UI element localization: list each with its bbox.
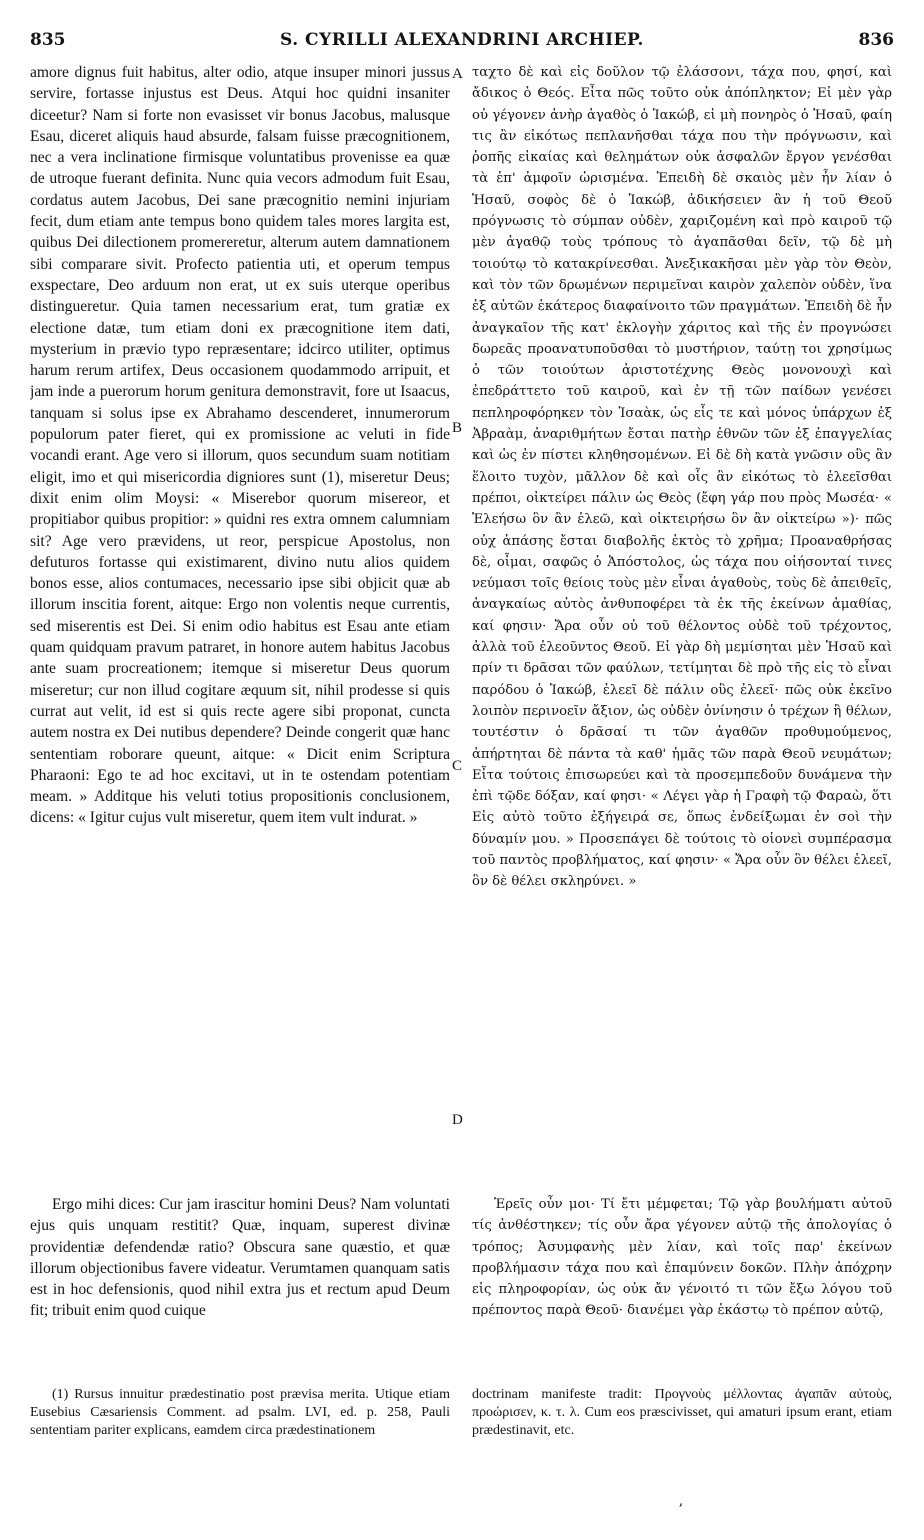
footnote-right-text: doctrinam manifeste tradit: Προγνοὺς μέλλοντας ἀγαπᾶν αὐτοὺς, προώρισεν, κ. τ. λ. Cum eos præscivisset, qui amaturi ipsum erant, etiam prædestinavit, etc. — [472, 1387, 892, 1438]
page-header — [30, 30, 894, 58]
greek-paragraph: ταχτο δὲ καὶ εἰς δοῦλον τῷ ἐλάσσονι, τάχα που, φησί, καὶ ἄδικος ὁ Θεός. Εἶτα πῶς τοῦτο οὐκ ἀπόπληκτον; Εἰ μὲν γὰρ οὐ γέγονεν ἀνὴρ ἀγαθὸς ὁ Ἰακώβ, εἰ μὴ πονηρὸς ὁ Ἡσαῦ, φαίη τις ἂν εἰκότως πεπλανῆσθαι τάχα που τὴν πρόγνωσιν, καὶ ῥοπῆς εἰκαίας καὶ θελημάτων οὐκ ἀσφαλῶν ἔργον γενέσθαι τὰ ἐπ' ἀμφοῖν ὡρισμένα. Ἐπειδὴ δὲ σκαιὸς μὲν ἦν λίαν ὁ Ἡσαῦ, σοφὸς δὲ ὁ Ἰακώβ, ἀδικήσειεν ἂν ἡ τοῦ Θεοῦ πρόγνωσις τὸ σύμπαν οὐδὲν, χαριζομένη καὶ πρὸ καιροῦ τῷ μὲν ἀγαθῷ τοὺς τρόπους τὸ ἀγαπᾶσθαι δεῖν, τῷ δὲ μὴ τοιούτῳ τὸ κατακρίνεσθαι. Ἀνεξικακῆσαι μὲν γὰρ τὸν Θεὸν, καὶ τὸν τῶν δρωμένων περιμεῖναι καιρὸν χαλεπὸν οὐδὲν, ἵνα ἐξ αὐτῶν ἑκάτερος διαφαίνοιτο τῶν πραγμάτων. Ἐπειδὴ δὲ ἦν ἀναγκαῖον τῆς κατ' ἐκλογὴν χάριτος καὶ τῆς ἐν προγνώσει δωρεᾶς προανατυποῦσθαι τὸ μυστήριον, ταύτῃ τοι χρησίμως ὁ τῶν τοιούτων ἀριστοτέχνης Θεὸς μονονουχὶ καὶ ἐπεδράττετο τοῦ καιροῦ, καὶ ἐν τῇ τῶν παίδων γενέσει πεπληροφόρηκεν τὸν Ἰσαὰκ, ὡς εἷς τε καὶ μόνος ὑπάρχων ἐξ Ἀβραὰμ, ἀναριθμήτων ἔσται πατὴρ ἐθνῶν τῶν ἐξ ἐπαγγελίας καὶ ὡς ἐν πίστει κληθησομένων. Εἰ δὲ δὴ κατὰ γνῶσιν οὓς ἂν ἕλοιτο τυχὸν, μᾶλλον δὲ καὶ οἷς ἂν εἰκότως τὸ ἐλεεῖσθαι πρέποι, οἰκτείρει πάλιν ὡς Θεὸς (ἔφη γάρ που πρὸς Μωσέα· « Ἐλεήσω ὃν ἂν ἐλεῶ, καὶ οἰκτειρήσω ὃν ἂν οἰκτείρω »)· πῶς οὐχ ἁπάσης ἔσται διαβολῆς ἐκτὸς τὸ χρῆμα; Προαναθρήσας δὲ, οἶμαι, σαφῶς ὁ Ἀπόστολος, ὡς τάχα που οἰήσονταί τινες νεύμασι τοῖς θείοις τοὺς μὲν εἶναι ἀγαθοὺς, τοὺς δὲ ἀπειθεῖς, ἀναγκαίως αὐτὸς ἀνθυποφέρει τὰ ἐκ τῆς ἐκείνων ἀμαθίας, καί φησιν· Ἄρα οὖν οὐ τοῦ θέλοντος οὐδὲ τοῦ τρέχοντος, ἀλλὰ τοῦ ἐλεοῦντος Θεοῦ. Εἰ γὰρ δὴ μεμίσηται μὲν Ἡσαῦ καὶ πρίν τι δρᾶσαι τῶν φαύλων, τετίμηται δὲ πρὸ τῆς εἰς τὸ εἶναι παρόδου ὁ Ἰακώβ, ἐλεεῖ δὲ πάλιν οὓς ἐλεεῖ· πῶς οὐκ ἐκεῖνο λοιπὸν περινοεῖν ἄξιον, ὡς οὐδὲν ὀνίνησιν ὁ τρέχων ἢ θέλων, τουτέστιν ὁ δρᾶσαί τι τῶν ἀγαθῶν προθυμούμενος, ἀπήρτηται δὲ πάντα τὰ καθ' ἡμᾶς τῶν παρὰ Θεοῦ νευμάτων; Εἶτα τούτοις ἐπισωρεύει καὶ τὰ προσεμπεδοῦν δυνάμενα τὴν ἐπὶ τῷδε δόξαν, καί φησι· « Λέγει γὰρ ἡ Γραφὴ τῷ Φαραὼ, ὅτι Εἰς αὐτὸ τοῦτο ἐξήγειρά σε, ὅπως ἐνδείξωμαι ἐν σοὶ τὴν δύναμίν μου. » Προσεπάγει δὲ τούτοις τὸ οἱονεὶ συμπέρασμα τοῦ παντὸς προβλήματος, καί φησιν· « Ἄρα οὖν ὃν θέλει ἐλεεῖ, ὃν δὲ θέλει σκληρύνει. » — [472, 65, 892, 890]
greek-column-second — [472, 1194, 892, 1376]
latin-paragraph-second: Ergo mihi dices: Cur jam irascitur homini Deus? Nam voluntati ejus quis unquam restitit? Quæ, inquam, superest divinæ providentiæ defendendæ ratio? Obscura sane quæstio, et quæ illorum objectionibus favere videatur. Verumtamen quanquam satis est in hoc defensionis, quod nihil extra jus et rectum apud Deum fit; tribuit enim quod cuique — [30, 1196, 450, 1320]
margin-marker-a: A — [452, 66, 463, 82]
footnote-right — [472, 1386, 892, 1476]
margin-marker-b: B — [452, 420, 463, 436]
greek-paragraph-second: Ἐρεῖς οὖν μοι· Τί ἔτι μέμφεται; Τῷ γὰρ βουλήματι αὐτοῦ τίς ἀνθέστηκεν; τίς οὖν ἄρα γέγονεν αὐτῷ τῆς ἀπολογίας ὁ τρόπος; Ἀσυμφανὴς μὲν λίαν, καὶ τοῖς παρ' ἐκείνων προβλήμασιν τάχα που καὶ ἐπαμύνειν δοκῶν. Πλὴν ἀπόχρην εἰς πληροφορίαν, ὡς οὐκ ἄν γένοιτό τι τῶν ἔξω λόγου τοῦ πρέποντος παρὰ Θεοῦ· διανέμει γὰρ ἑκάστῳ τὸ πρέπον αὐτῷ, — [472, 1197, 892, 1319]
greek-column-main — [472, 62, 892, 1182]
latin-paragraph: amore dignus fuit habitus, alter odio, atque insuper minori jussus servire, fortasse injustus est Deus. Atqui hoc quidni insaniter diceetur? Nam si forte non evasisset vir bonus Jacobus, malusque Esau, diceret aliquis haud absurde, falsam fuisse præcognitionem, nec a vera inclinatione firmisque voluntatibus provenisse ea quæ de utroque fuerant definita. Nunc quia vecors admodum fuit Esau, cordatus autem Jacobus, Dei sane præcognitio nemini injuriam fecit, dum etiam ante tempus bono quidem tales mores largita est, quibus Dei dilectionem promereretur, alterum autem damnationem sibi comparare sivit. Profecto patientia uti, et operum tempus exspectare, Deo arduum non erat, ut ex suis uterque operibus distingueretur. Quia tamen necessarium erat, tum gratiæ ex electione datæ, tum etiam doni ex præcognitione item dati, mysterium in prævio typo repræsentare; idcirco utiliter, optimus harum rerum artifex, Deus occasionem quodammodo arripuit, et jam inde a puerorum horum genitura demonstravit, fore ut Isaacus, tanquam si solus ipse ex Abrahamo descenderet, innumerorum populorum pater fieret, qui ex promissione ac veluti in fide vocandi erant. Age vero si illorum, quos secundum suam notitiam eligit, imo et qui misericordia digniores sunt (1), miseretur Deus; dixit enim olim Moysi: « Miserebor quorum misereor, et propitiabor quibus propitior: » quidni res extra omnem calumniam sit? Age vero prævidens, ut reor, perspicue Apostolus, non defuturos fortasse qui existimarent, divino nutu alios quidem bonos esse, alios contumaces, necessario ipse sibi objicit quæ ab illorum inscitia forent, aitque: Ergo non volentis neque currentis, sed miserentis est Dei. Si enim odio habitus est Esau ante etiam quam quidquam pravum patraret, in honore autem habitus Jacobus ante suam procreationem; itemque si miseretur Deus quorum miseretur; cur non illud cogitare æquum sit, nihil prodesse si quis currat aut velit, id est si quis recte agere sibi proponat, cuncta autem nostra ex Dei nutibus dependere? Deinde congerit quæ hanc sententiam roborare queunt, aitque: « Dicit enim Scriptura Pharaoni: Ego te ad hoc excitavi, ut in te ostendam potentiam meam. » Additque his veluti totius propositionis conclusionem, dicens: « Igitur cujus vult miseretur, quem item vult indurat. » — [30, 64, 450, 827]
margin-marker-c: C — [452, 758, 463, 774]
footnote-left-text: (1) Rursus innuitur prædestinatio post prævisa merita. Utique etiam Eusebius Cæsariensis Comment. ad psalm. LVI, ed. p. 258, Pauli sententiam pariter explicans, eamdem circa prædestinationem — [30, 1387, 450, 1438]
running-title: S. CYRILLI ALEXANDRINI ARCHIEP. — [280, 30, 644, 50]
bottom-mark: ʼ — [678, 1502, 683, 1518]
page-number-right: 836 — [858, 30, 894, 50]
latin-column-main — [30, 62, 450, 1182]
margin-marker-d: D — [452, 1112, 463, 1128]
latin-column-second — [30, 1194, 450, 1376]
footnote-left — [30, 1386, 450, 1476]
page-number-left: 835 — [30, 30, 66, 50]
